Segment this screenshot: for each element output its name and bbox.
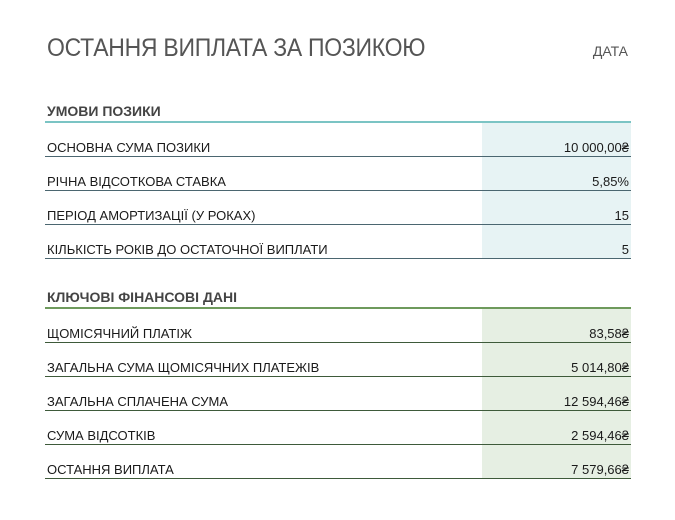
- total-interest-value[interactable]: 2 594,46₴: [571, 428, 629, 443]
- total-paid-cell[interactable]: [482, 377, 631, 410]
- amortization-period-value[interactable]: 15: [614, 208, 629, 223]
- total-paid-label: ЗАГАЛЬНА СПЛАЧЕНА СУМА: [47, 394, 229, 409]
- total-monthly-payments-row: [45, 343, 631, 377]
- loan-terms-section: [45, 101, 631, 259]
- balloon-payment-row: [45, 445, 631, 479]
- loan-principal-row: [45, 123, 631, 157]
- interest-rate-row: [45, 157, 631, 191]
- total-monthly-payments-value[interactable]: 5 014,80₴: [571, 360, 629, 375]
- monthly-payment-value[interactable]: 83,58₴: [589, 326, 629, 341]
- balloon-payment-value[interactable]: 7 579,66₴: [571, 462, 629, 477]
- monthly-payment-cell[interactable]: [482, 309, 631, 342]
- total-monthly-payments-label: ЗАГАЛЬНА СУМА ЩОМІСЯЧНИХ ПЛАТЕЖІВ: [47, 360, 320, 375]
- monthly-payment-label: ЩОМІСЯЧНИЙ ПЛАТІЖ: [47, 326, 192, 341]
- monthly-payment-row: [45, 309, 631, 343]
- years-to-balloon-label: КІЛЬКІСТЬ РОКІВ ДО ОСТАТОЧНОЇ ВИПЛАТИ: [47, 242, 328, 257]
- date-label[interactable]: ДАТА: [592, 43, 628, 59]
- loan-principal-label: ОСНОВНА СУМА ПОЗИКИ: [47, 140, 211, 155]
- total-interest-row: [45, 411, 631, 445]
- total-monthly-payments-cell[interactable]: [482, 343, 631, 376]
- interest-rate-label: РІЧНА ВІДСОТКОВА СТАВКА: [47, 174, 226, 189]
- loan-principal-cell[interactable]: [482, 123, 631, 156]
- loan-principal-value[interactable]: 10 000,00₴: [563, 140, 629, 155]
- years-to-balloon-value[interactable]: 5: [621, 242, 629, 257]
- total-paid-row: [45, 377, 631, 411]
- interest-rate-value[interactable]: 5,85%: [592, 174, 629, 189]
- key-financials-title: КЛЮЧОВІ ФІНАНСОВІ ДАНІ: [47, 289, 238, 305]
- page-title: ОСТАННЯ ВИПЛАТА ЗА ПОЗИКОЮ: [47, 34, 426, 62]
- interest-rate-cell[interactable]: [482, 157, 631, 190]
- amortization-period-row: [45, 191, 631, 225]
- total-interest-label: СУМА ВІДСОТКІВ: [47, 428, 156, 443]
- years-to-balloon-cell[interactable]: [482, 225, 631, 258]
- amortization-period-cell[interactable]: [482, 191, 631, 224]
- amortization-period-label: ПЕРІОД АМОРТИЗАЦІЇ (У РОКАХ): [47, 208, 256, 223]
- balloon-payment-label: ОСТАННЯ ВИПЛАТА: [47, 462, 174, 477]
- balloon-payment-cell[interactable]: [482, 445, 631, 478]
- years-to-balloon-row: [45, 225, 631, 259]
- loan-terms-title: УМОВИ ПОЗИКИ: [47, 103, 161, 119]
- total-paid-value[interactable]: 12 594,46₴: [563, 394, 629, 409]
- key-financials-section: [45, 287, 631, 479]
- total-interest-cell[interactable]: [482, 411, 631, 444]
